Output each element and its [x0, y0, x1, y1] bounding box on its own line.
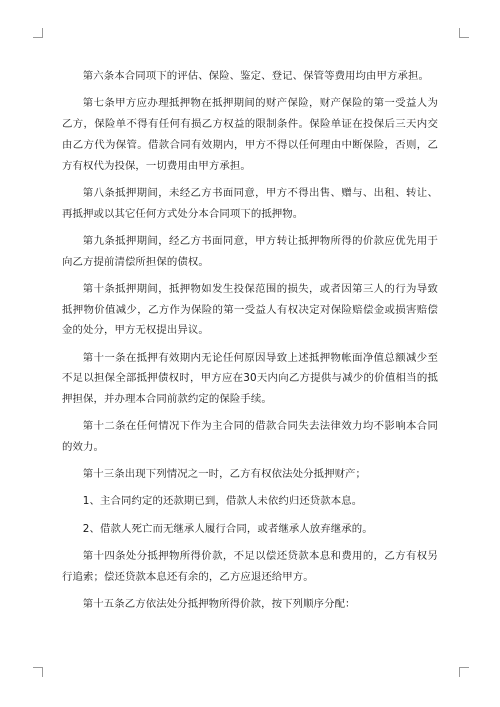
article-13-item-2: 2、借款人死亡而无继承人履行合同，或者继承人放弃继承的。 — [82, 522, 373, 535]
article-8: 第八条抵押期间，未经乙方书面同意，甲方不得出售、赠与、出租、转让、再抵押或以其它任何方式处分本合同项下的抵押物。 — [62, 186, 438, 220]
document-body — [62, 66, 438, 621]
article-7: 第七条甲方应办理抵押物在抵押期间的财产保险，财产保险的第一受益人为乙方，保险单不得有任何有损乙方权益的限制条件。保险单证在投保后三天内交由乙方代为保管。借款合同有效期内，甲方不得以任何理由中断保险，否则，乙方有权代为投保，一切费用由甲方承担。 — [62, 97, 438, 172]
crop-mark-bottom-right — [459, 667, 469, 677]
article-6: 第六条本合同项下的评估、保险、鉴定、登记、保管等费用均由甲方承担。 — [82, 70, 429, 82]
crop-mark-top-left — [33, 28, 43, 38]
article-12: 第十二条在任何情况下作为主合同的借款合同失去法律效力均不影响本合同的效力。 — [62, 420, 438, 454]
article-13-item-1: 1、主合同约定的还款期已到，借款人未依约归还贷款本息。 — [82, 495, 363, 508]
article-13: 第十三条出现下列情况之一时，乙方有权依法处分抵押财产； — [82, 468, 367, 481]
article-14: 第十四条处分抵押物所得价款，不足以偿还贷款本息和费用的，乙方有权另行追索；偿还贷款本息还有余的，乙方应退还给甲方。 — [62, 549, 438, 583]
article-9: 第九条抵押期间，经乙方书面同意，甲方转让抵押物所得的价款应优先用于向乙方提前清偿所担保的债权。 — [62, 234, 438, 268]
article-10: 第十条抵押期间，抵押物如发生投保范围的损失，或者因第三人的行为导致抵押物价值减少，乙方作为保险的第一受益人有权决定对保险赔偿金或损害赔偿金的处分，甲方无权提出异议。 — [62, 282, 438, 337]
article-11: 第十一条在抵押有效期内无论任何原因导致上述抵押物帐面净值总额减少至不足以担保全部抵押债权时，甲方应在30天内向乙方提供与减少的价值相当的抵押担保，并办理本合同前款约定的保险手续。 — [62, 351, 438, 406]
article-15: 第十五条乙方依法处分抵押物所得价款，按下列顺序分配： — [82, 597, 356, 610]
crop-mark-bottom-left — [33, 667, 43, 677]
crop-mark-top-right — [459, 28, 469, 38]
